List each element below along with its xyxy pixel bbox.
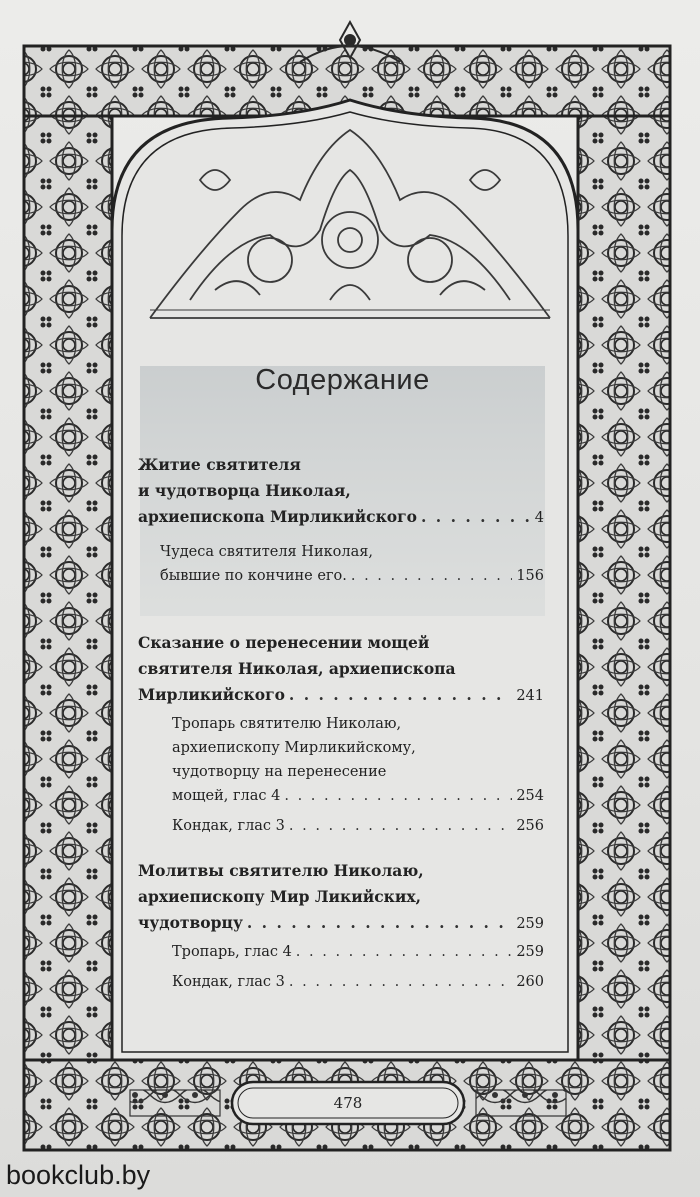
page-ref: 259 [516,944,544,960]
toc-subentry[interactable] [160,540,544,588]
entry-line: Сказание о перенесении мощей [138,633,430,652]
dot-leader [296,940,513,964]
page-ref: 156 [516,568,544,584]
entry-line: и чудотворца Николая, [138,481,351,500]
dot-leader [289,970,512,994]
entry-line: бывшие по кончине его. [160,568,347,584]
entry-line: Мирликийского [138,685,285,704]
page-number: 478 [333,1094,363,1112]
dot-leader [289,814,512,838]
page-ref: 256 [516,818,544,834]
toc-subentry[interactable] [172,814,544,838]
dot-leader [351,564,512,588]
toc-entry[interactable] [138,630,544,709]
entry-line: Молитвы святителю Николаю, [138,861,424,880]
entry-line: Тропарь святителю Николаю, [172,716,402,732]
entry-line: Кондак, глас 3 [172,818,285,834]
dot-leader [284,784,512,808]
entry-line: архиепископа Мирликийского [138,507,417,526]
dot-leader [289,682,512,708]
page-ref: 4 [534,510,544,526]
page-ref: 241 [516,688,544,704]
toc-subentry[interactable] [172,970,544,994]
entry-line: Тропарь, глас 4 [172,944,292,960]
entry-line: архиепископу Мир Ликийских, [138,887,421,906]
toc-entry[interactable] [138,858,544,937]
entry-line: архиепископу Мирликийскому, [172,740,416,756]
toc-subentry[interactable] [172,940,544,964]
entry-line: чудотворцу [138,913,243,932]
dot-leader [421,504,531,530]
toc-entry[interactable] [138,452,544,531]
watermark: bookclub.by [6,1160,151,1190]
page-ref: 259 [516,916,544,932]
dot-leader [247,910,512,936]
page-ref: 260 [516,974,544,990]
entry-line: мощей, глас 4 [172,788,281,804]
entry-line: Кондак, глас 3 [172,974,285,990]
entry-line: Чудеса святителя Николая, [160,544,374,560]
entry-line: святителя Николая, архиепископа [138,659,456,678]
page-ref: 254 [516,788,544,804]
toc-subentry[interactable] [172,712,544,808]
toc-title: Содержание [255,364,430,396]
entry-line: чудотворцу на перенесение [172,764,387,780]
entry-line: Житие святителя [138,455,301,474]
